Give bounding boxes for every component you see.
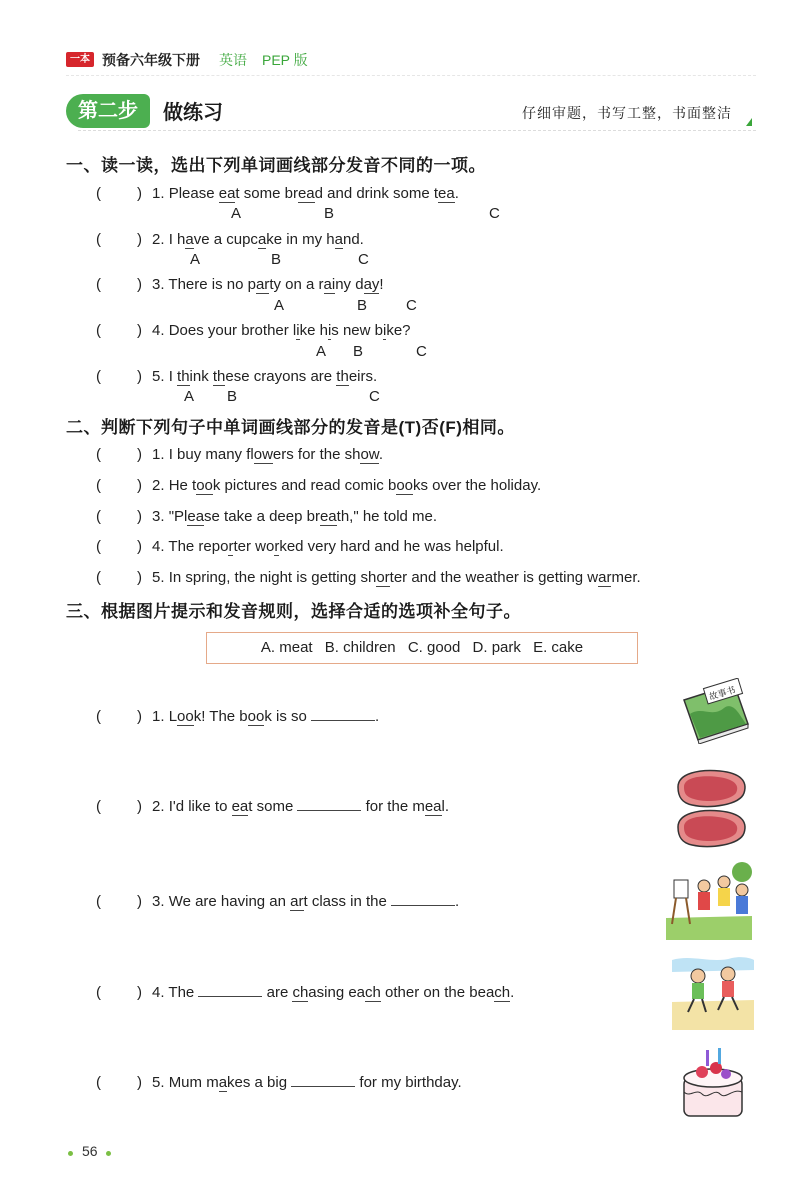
cake-illustration <box>676 1044 750 1124</box>
answer-paren-close <box>137 508 142 525</box>
answer-paren-open <box>96 477 101 494</box>
edition-label: PEP 版 <box>262 52 308 68</box>
answer-paren-close <box>137 708 142 725</box>
section-1-title: 一、读一读，选出下列单词画线部分发音不同的一项。 <box>66 156 486 175</box>
answer-paren-open <box>96 322 101 339</box>
step-tip: 仔细审题，书写工整，书面整洁 <box>522 106 732 122</box>
answer-paren-close <box>137 276 142 293</box>
storybook-illustration <box>672 678 752 744</box>
option-letter: B <box>357 297 368 314</box>
subject-label: 英语 <box>219 52 247 68</box>
answer-paren-open <box>96 538 101 555</box>
corner-mark <box>746 118 752 126</box>
fill-blank[interactable] <box>311 720 375 721</box>
header-divider <box>66 75 756 76</box>
option-letter: A <box>274 297 285 314</box>
answer-paren-close <box>137 984 142 1001</box>
question-s1-3: 3. There is no party on a rainy day! <box>152 276 384 293</box>
page-dot-right <box>106 1151 111 1156</box>
option-letter: B <box>353 343 364 360</box>
option-c: C. good <box>407 639 461 656</box>
answer-paren-open <box>96 708 101 725</box>
fill-blank[interactable] <box>198 996 262 997</box>
answer-paren-open <box>96 569 101 586</box>
answer-paren-open <box>96 984 101 1001</box>
section-2-title: 二、判断下列句子中单词画线部分的发音是(T)否(F)相同。 <box>66 418 515 437</box>
question-s2-5: 5. In spring, the night is getting shorter and the weather is getting warmer. <box>152 569 641 586</box>
option-letter: B <box>227 388 238 405</box>
answer-paren-close <box>137 893 142 910</box>
page-dot-left <box>68 1151 73 1156</box>
option-letter: A <box>316 343 327 360</box>
answer-paren-open <box>96 508 101 525</box>
question-s1-2: 2. I have a cupcake in my hand. <box>152 231 364 248</box>
fill-blank[interactable] <box>297 810 361 811</box>
page-number: 56 <box>82 1143 98 1159</box>
question-s2-3: 3. "Please take a deep breath," he told me. <box>152 508 438 525</box>
answer-paren-close <box>137 185 142 202</box>
option-letter: C <box>416 343 427 360</box>
question-s1-5: 5. I think these crayons are theirs. <box>152 368 378 385</box>
section-3-title: 三、根据图片提示和发音规则，选择合适的选项补全句子。 <box>66 602 521 621</box>
question-s3-2: 2. I'd like to eat some for the meal. <box>152 798 450 815</box>
answer-paren-close <box>137 1074 142 1091</box>
option-letter: B <box>271 251 282 268</box>
answer-paren-close <box>137 446 142 463</box>
word-options-box <box>206 632 638 664</box>
question-s3-1: 1. Look! The book is so . <box>152 708 380 725</box>
answer-paren-open <box>96 798 101 815</box>
option-letter: C <box>489 205 500 222</box>
park-art-class-illustration <box>666 858 752 940</box>
answer-paren-close <box>137 538 142 555</box>
grade-label: 预备六年级下册 <box>102 52 200 68</box>
book-cover-text: 故事书 <box>708 685 737 704</box>
option-letter: C <box>406 297 417 314</box>
question-s1-4: 4. Does your brother like his new bike? <box>152 322 411 339</box>
answer-paren-open <box>96 231 101 248</box>
brand-logo: 一本 <box>66 52 94 67</box>
fill-blank[interactable] <box>291 1086 355 1087</box>
option-letter: B <box>324 205 335 222</box>
question-s2-2: 2. He took pictures and read comic books over the holiday. <box>152 477 542 494</box>
step-divider <box>78 130 756 131</box>
step-title: 做练习 <box>163 102 223 124</box>
answer-paren-close <box>137 569 142 586</box>
answer-paren-close <box>137 231 142 248</box>
answer-paren-open <box>96 185 101 202</box>
answer-paren-close <box>137 322 142 339</box>
answer-paren-close <box>137 798 142 815</box>
meat-illustration <box>670 765 752 851</box>
option-a: A. meat <box>260 639 313 656</box>
question-s2-1: 1. I buy many flowers for the show. <box>152 446 383 463</box>
answer-paren-open <box>96 368 101 385</box>
option-letter: C <box>358 251 369 268</box>
option-e: E. cake <box>533 639 584 656</box>
fill-blank[interactable] <box>391 905 455 906</box>
option-letter: A <box>190 251 201 268</box>
option-d: D. park <box>472 639 521 656</box>
answer-paren-open <box>96 446 101 463</box>
option-letter: A <box>184 388 195 405</box>
answer-paren-open <box>96 893 101 910</box>
children-chasing-illustration <box>672 950 754 1030</box>
answer-paren-close <box>137 477 142 494</box>
option-b: B. children <box>324 639 396 656</box>
question-s3-4: 4. The are chasing each other on the beach. <box>152 984 515 1001</box>
question-s2-4: 4. The reporter worked very hard and he was helpful. <box>152 538 504 555</box>
option-letter: A <box>231 205 242 222</box>
answer-paren-open <box>96 1074 101 1091</box>
question-s3-3: 3. We are having an art class in the . <box>152 893 460 910</box>
question-s1-1: 1. Please eat some bread and drink some tea. <box>152 185 459 202</box>
question-s3-5: 5. Mum makes a big for my birthday. <box>152 1074 462 1091</box>
answer-paren-close <box>137 368 142 385</box>
option-letter: C <box>369 388 380 405</box>
step-badge: 第二步 <box>66 94 150 128</box>
answer-paren-open <box>96 276 101 293</box>
